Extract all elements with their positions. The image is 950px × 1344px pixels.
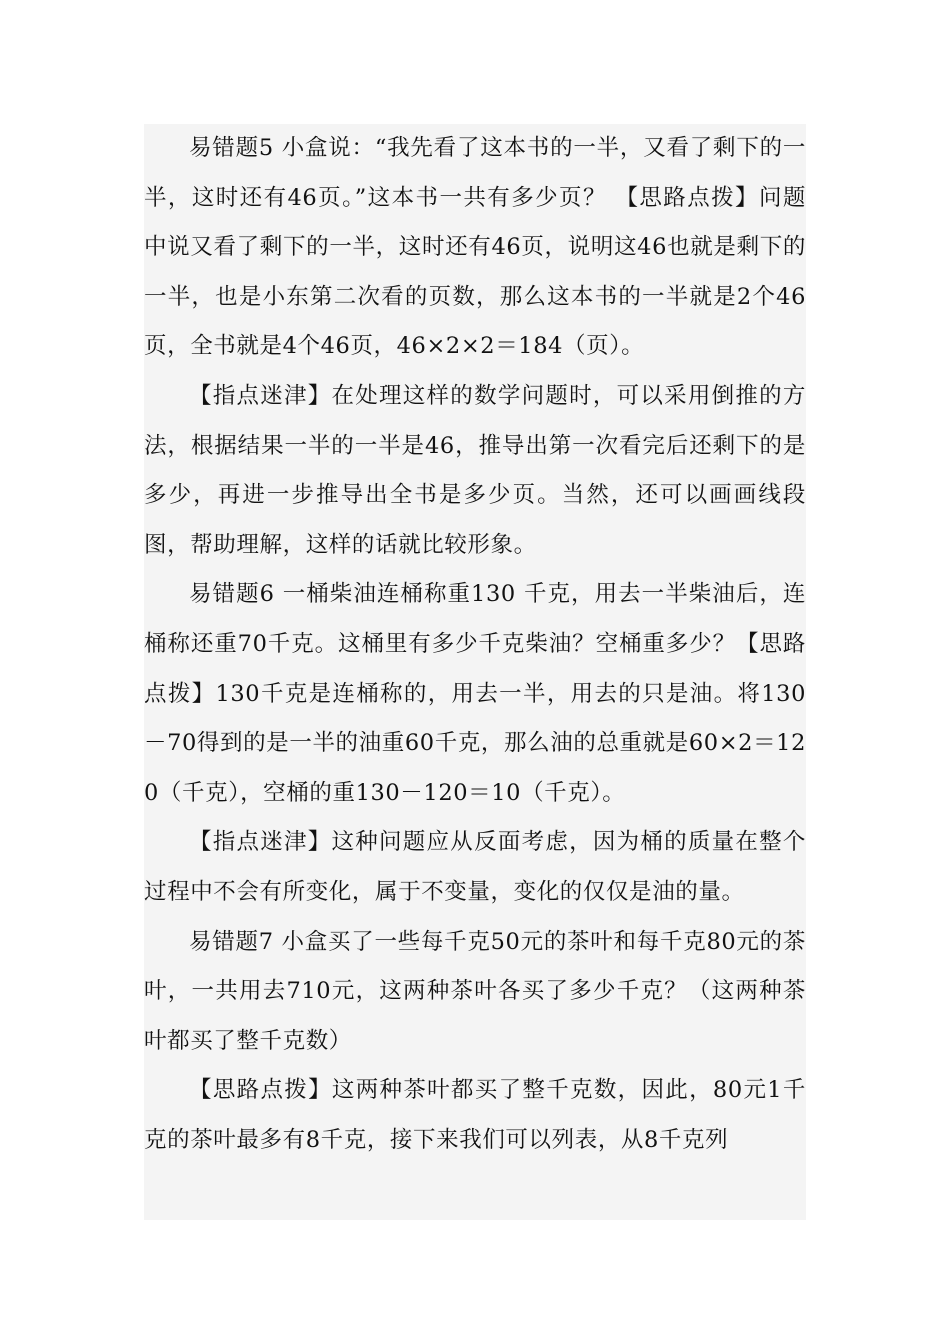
paragraph-problem-5: 易错题5 小盒说：“我先看了这本书的一半，又看了剩下的一半，这时还有46页。”这本书一共有多少页？ 【思路点拨】问题中说又看了剩下的一半，这时还有46页，说明这46也就是剩下的一半，也是小东第二次看的页数，那么这本书的一半就是2个46页，全书就是4个46页，46×2×2＝184（页）。 <box>144 135 806 360</box>
text-block <box>144 124 806 1220</box>
paragraph-tip-6: 【指点迷津】这种问题应从反面考虑，因为桶的质量在整个过程中不会有所变化，属于不变量，变化的仅仅是油的量。 <box>144 829 806 905</box>
paragraph-tip-5: 【指点迷津】在处理这样的数学问题时，可以采用倒推的方法，根据结果一半的一半是46，推导出第一次看完后还剩下的是多少，再进一步推导出全书是多少页。当然，还可以画画线段图，帮助理解，这样的话就比较形象。 <box>144 382 806 558</box>
paragraph-hint-7: 【思路点拨】这两种茶叶都买了整千克数，因此，80元1千克的茶叶最多有8千克，接下来我们可以列表，从8千克列 <box>144 1077 806 1153</box>
paragraph-problem-6: 易错题6 一桶柴油连桶称重130 千克，用去一半柴油后，连桶称还重70千克。这桶里有多少千克柴油？空桶重多少？【思路点拨】130千克是连桶称的，用去一半，用去的只是油。将130－70得到的是一半的油重60千克，那么油的总重就是60×2＝120（千克），空桶的重130－120＝10（千克）。 <box>144 581 806 806</box>
paragraph-problem-7: 易错题7 小盒买了一些每千克50元的茶叶和每千克80元的茶叶，一共用去710元，这两种茶叶各买了多少千克？（这两种茶叶都买了整千克数） <box>144 928 806 1054</box>
